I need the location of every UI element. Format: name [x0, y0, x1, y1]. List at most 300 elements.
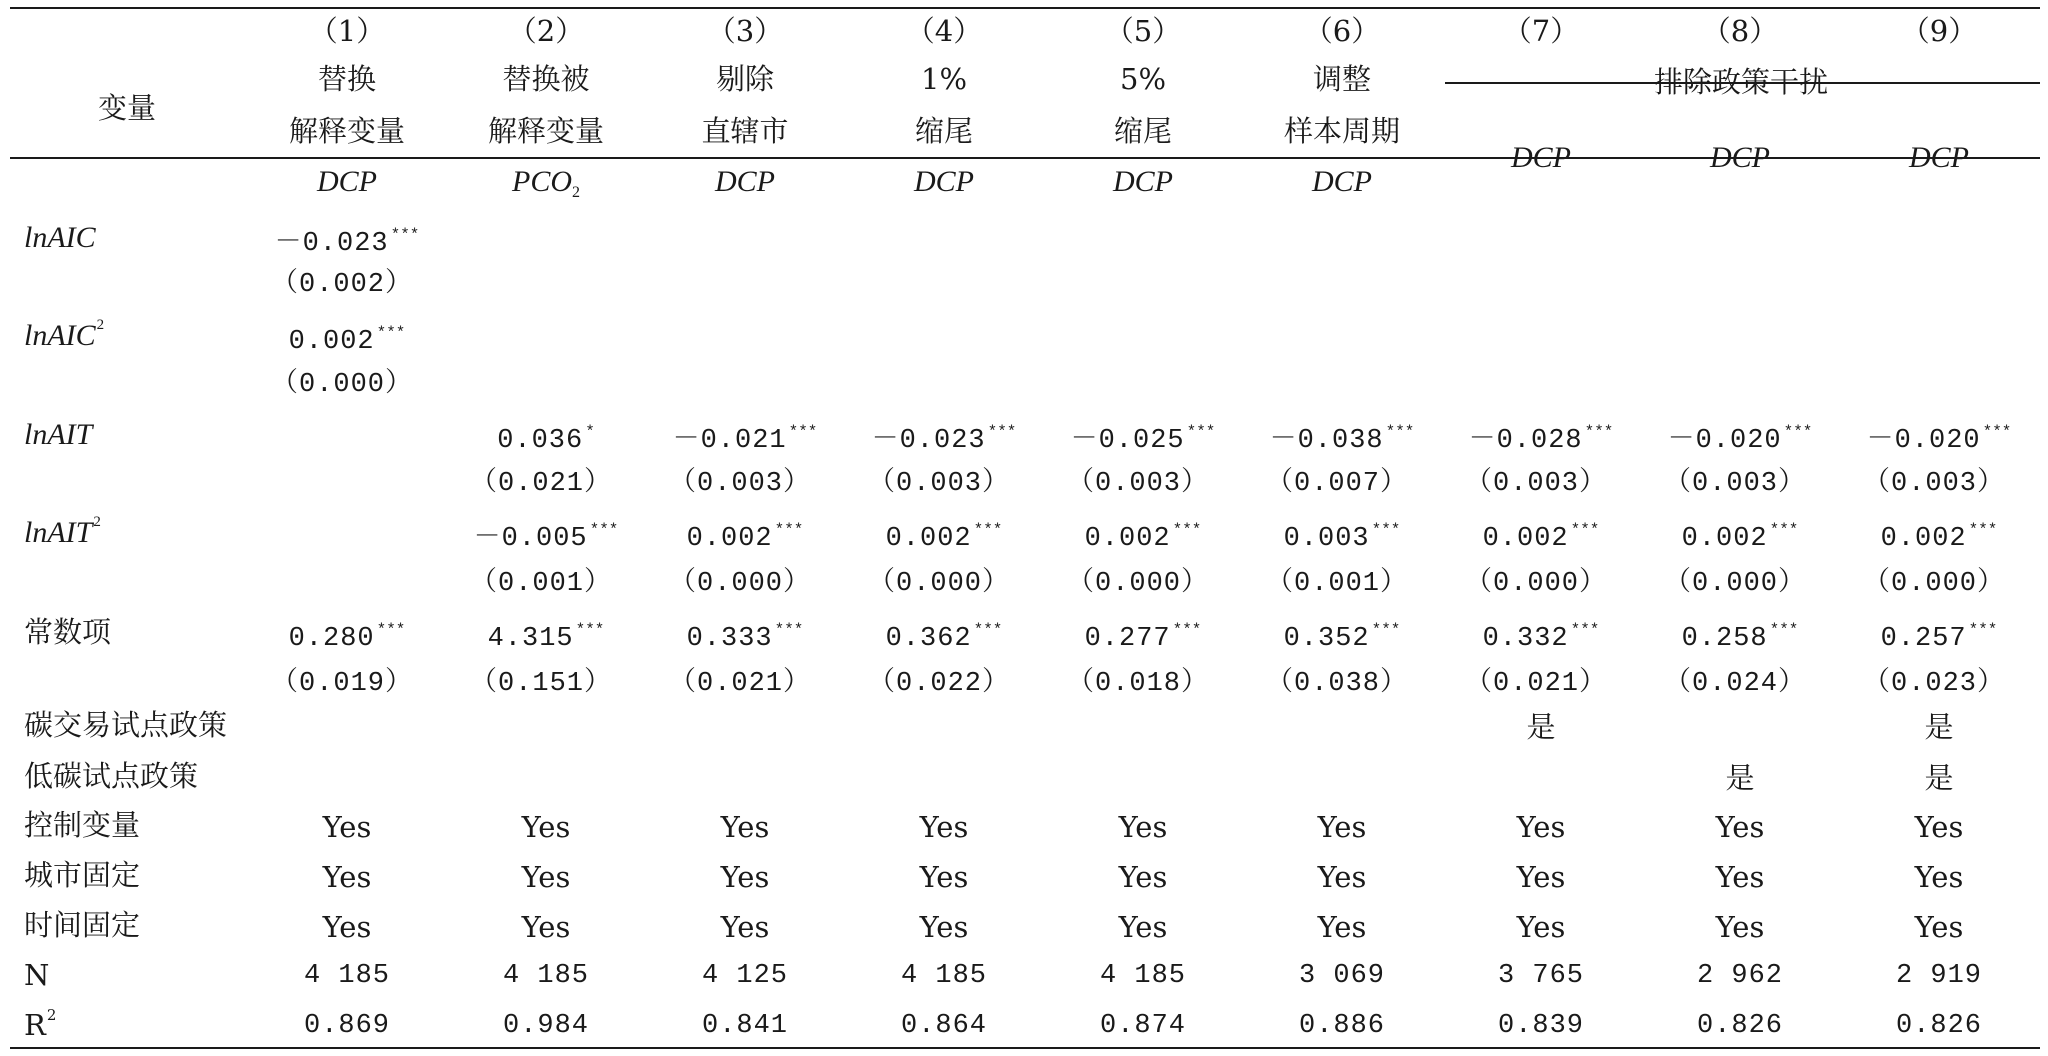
indicator-value-text: Yes [1118, 810, 1168, 844]
significance-stars: *** [376, 621, 406, 639]
indicator-value [521, 910, 571, 944]
indicator-value [1896, 963, 1982, 990]
indicator-value-text: Yes [322, 910, 372, 944]
bottom-rule [10, 1047, 2040, 1049]
coefficient [672, 423, 818, 456]
standard-error-value: （0.001） [469, 569, 613, 599]
coefficient-value: －0.025 [1070, 426, 1185, 456]
indicator-value [1317, 810, 1367, 844]
column-number-text: （2） [507, 14, 585, 48]
coefficient [885, 521, 1003, 554]
column-number [308, 14, 386, 48]
indicator-value [1697, 963, 1783, 990]
indicator-value [720, 860, 770, 894]
significance-stars: *** [774, 621, 804, 639]
indicator-value [1100, 1013, 1186, 1040]
standard-error-value: （0.000） [1862, 569, 2006, 599]
indicator-value [919, 860, 969, 894]
dependent-variable [914, 167, 974, 197]
column-header-line1-text: 剔除 [715, 62, 775, 96]
coefficient [1283, 621, 1401, 654]
significance-stars: *** [1570, 521, 1600, 539]
indicator-value-text: Yes [720, 810, 770, 844]
coefficient-value: 0.002 [885, 524, 972, 554]
indicator-value [1516, 910, 1566, 944]
significance-stars: *** [376, 324, 406, 342]
standard-error [1067, 571, 1209, 598]
dependent-variable [1909, 143, 1969, 173]
standard-error-value: （0.018） [1066, 669, 1210, 699]
column-header-line1 [1312, 62, 1372, 96]
column-number [507, 14, 585, 48]
indicator-value-text: 0.826 [1895, 1011, 1983, 1041]
coefficient [497, 423, 595, 456]
standard-error-value: （0.024） [1663, 669, 1807, 699]
column-number-text: （4） [905, 14, 983, 48]
standard-error-value: （0.000） [1663, 569, 1807, 599]
indicator-value [304, 1013, 390, 1040]
coefficient [1269, 423, 1415, 456]
coefficient-value: －0.020 [1667, 426, 1782, 456]
indicator-value-text: Yes [919, 860, 969, 894]
column-number-text: （9） [1900, 14, 1978, 48]
standard-error-value: （0.019） [270, 669, 414, 699]
dependent-variable-text: DCP [1511, 141, 1571, 174]
standard-error-value: （0.038） [1265, 669, 1409, 699]
standard-error [1266, 671, 1408, 698]
coefficient-value: －0.023 [871, 426, 986, 456]
standard-error [669, 471, 811, 498]
dependent-variable-text: DCP [317, 165, 377, 198]
indicator-value-text: Yes [1715, 910, 1765, 944]
indicator-value-text: 0.886 [1298, 1011, 1386, 1041]
column-header-line1 [317, 62, 377, 96]
row-label-superscript: 2 [93, 514, 101, 530]
coefficient [1283, 521, 1401, 554]
coefficient [1681, 621, 1799, 654]
dependent-variable [1710, 143, 1770, 173]
standard-error-value: （0.021） [668, 669, 812, 699]
standard-error [669, 671, 811, 698]
row-label-text: 常数项 [24, 615, 112, 649]
column-header-line2-text: 直辖市 [701, 114, 789, 148]
indicator-value [1118, 860, 1168, 894]
significance-stars: *** [390, 226, 420, 244]
column-number [905, 14, 983, 48]
indicator-value [702, 963, 788, 990]
column-header-line1 [920, 62, 968, 96]
significance-stars: * [585, 423, 595, 441]
standard-error-value: （0.000） [668, 569, 812, 599]
indicator-value [1118, 810, 1168, 844]
standard-error-value: （0.003） [1862, 469, 2006, 499]
coefficient [686, 621, 804, 654]
significance-stars: *** [774, 521, 804, 539]
dependent-variable-subscript: 2 [572, 184, 580, 201]
indicator-value-text: 3 765 [1497, 961, 1585, 991]
column-number-text: （5） [1104, 14, 1182, 48]
indicator-value [901, 963, 987, 990]
significance-stars: *** [1385, 423, 1415, 441]
column-number [1900, 14, 1978, 48]
indicator-row-label-text: 城市固定 [24, 858, 141, 892]
coefficient-value: －0.021 [672, 426, 787, 456]
dependent-variable-text: DCP [1909, 141, 1969, 174]
significance-stars: *** [1570, 621, 1600, 639]
corner-label: 变量 [98, 91, 157, 125]
column-number [1502, 14, 1580, 48]
significance-stars: *** [973, 621, 1003, 639]
significance-stars: *** [1968, 621, 1998, 639]
coefficient [686, 521, 804, 554]
indicator-row-label-text: 控制变量 [24, 808, 141, 842]
indicator-value-text: 2 919 [1895, 961, 1983, 991]
column-header-line2-text: 解释变量 [487, 114, 605, 148]
significance-stars: *** [987, 423, 1017, 441]
coefficient [274, 226, 420, 259]
indicator-row-label [24, 708, 228, 742]
indicator-value [1526, 710, 1556, 744]
indicator-value [1924, 761, 1954, 795]
dependent-variable [1312, 167, 1372, 197]
coefficient-value: 0.002 [1681, 524, 1768, 554]
indicator-value-text: 4 125 [701, 961, 789, 991]
standard-error [1664, 471, 1806, 498]
indicator-value-text: 是 [1725, 761, 1755, 795]
significance-stars: *** [1371, 621, 1401, 639]
column-header-line2 [1283, 114, 1401, 148]
column-number-text: （3） [706, 14, 784, 48]
indicator-value-text: Yes [720, 860, 770, 894]
indicator-value [1317, 910, 1367, 944]
indicator-value-text: 0.839 [1497, 1011, 1585, 1041]
coefficient [871, 423, 1017, 456]
significance-stars: *** [1172, 621, 1202, 639]
significance-stars: *** [589, 521, 619, 539]
standard-error [1465, 571, 1607, 598]
indicator-row-label [24, 1006, 57, 1042]
coefficient [885, 621, 1003, 654]
standard-error [271, 272, 413, 299]
indicator-value-text: Yes [919, 810, 969, 844]
dependent-variable [317, 167, 377, 197]
indicator-value [919, 810, 969, 844]
indicator-value-text: 0.984 [502, 1011, 590, 1041]
coefficient-value: 0.003 [1283, 524, 1370, 554]
indicator-value [919, 910, 969, 944]
coefficient-value: 0.002 [1482, 524, 1569, 554]
dependent-variable-text: DCP [914, 165, 974, 198]
indicator-value [304, 963, 390, 990]
indicator-value [1498, 963, 1584, 990]
coefficient [473, 521, 619, 554]
significance-stars: *** [1584, 423, 1614, 441]
indicator-value-text: 4 185 [1099, 961, 1187, 991]
indicator-value-text: 0.869 [303, 1011, 391, 1041]
significance-stars: *** [1769, 521, 1799, 539]
coefficient [1866, 423, 2012, 456]
standard-error-value: （0.001） [1265, 569, 1409, 599]
indicator-value [1914, 860, 1964, 894]
indicator-row-label-text: 时间固定 [24, 908, 141, 942]
indicator-row-label [24, 759, 199, 793]
standard-error-value: （0.000） [1066, 569, 1210, 599]
column-header-line1-text: 5% [1119, 62, 1167, 96]
indicator-value-text: Yes [1914, 910, 1964, 944]
coefficient [1482, 521, 1600, 554]
indicator-row-label [24, 808, 141, 842]
column-header-line1 [1119, 62, 1167, 96]
column-header-line2-text: 样本周期 [1283, 114, 1401, 148]
indicator-value [1914, 810, 1964, 844]
column-header-line1 [715, 62, 775, 96]
standard-error [470, 571, 612, 598]
standard-error [1067, 671, 1209, 698]
coefficient-value: 0.362 [885, 624, 972, 654]
column-number-text: （6） [1303, 14, 1381, 48]
indicator-row-label-text: N [24, 958, 50, 992]
indicator-value [1896, 1013, 1982, 1040]
significance-stars: *** [1968, 521, 1998, 539]
indicator-value-text: Yes [720, 910, 770, 944]
indicator-value-text: Yes [1118, 860, 1168, 894]
indicator-row-label [24, 958, 50, 992]
coefficient-value: 0.036 [497, 426, 584, 456]
coefficient-value: 0.002 [686, 524, 773, 554]
column-number-text: （8） [1701, 14, 1779, 48]
coefficient-value: 0.332 [1482, 624, 1569, 654]
significance-stars: *** [1172, 521, 1202, 539]
standard-error [1067, 471, 1209, 498]
indicator-row-label [24, 908, 141, 942]
standard-error [1465, 471, 1607, 498]
indicator-value-text: Yes [521, 860, 571, 894]
coefficient-value: －0.038 [1269, 426, 1384, 456]
dependent-variable-text: DCP [715, 165, 775, 198]
coefficient-value: 0.002 [1880, 524, 1967, 554]
column-header-line1 [502, 62, 590, 96]
indicator-value [1317, 860, 1367, 894]
indicator-value-text: Yes [521, 910, 571, 944]
column-header-line1-text: 替换被 [502, 62, 590, 96]
coefficient [1482, 621, 1600, 654]
standard-error [271, 671, 413, 698]
significance-stars: *** [1186, 423, 1216, 441]
column-header-line2-text: 解释变量 [288, 114, 406, 148]
dependent-variable [1113, 167, 1173, 197]
column-header-line2 [1113, 114, 1173, 148]
standard-error [271, 372, 413, 399]
row-label-text: lnAIT [24, 516, 93, 549]
standard-error-value: （0.021） [1464, 669, 1608, 699]
coefficient-value: 0.002 [288, 327, 375, 357]
column-number [1104, 14, 1182, 48]
indicator-value [1715, 910, 1765, 944]
coefficient-value: 0.002 [1084, 524, 1171, 554]
indicator-value-text: Yes [1516, 860, 1566, 894]
dependent-variable-text: DCP [1113, 165, 1173, 198]
column-header-line1-text: 1% [920, 62, 968, 96]
standard-error-value: （0.002） [270, 270, 414, 300]
indicator-value [1498, 1013, 1584, 1040]
indicator-value [1715, 860, 1765, 894]
standard-error-value: （0.151） [469, 669, 613, 699]
indicator-value [1516, 810, 1566, 844]
indicator-value-text: 3 069 [1298, 961, 1386, 991]
indicator-value-text: Yes [1118, 910, 1168, 944]
column-header-line2 [701, 114, 789, 148]
indicator-value-text: 4 185 [303, 961, 391, 991]
coefficient [288, 324, 406, 357]
coefficient-value: 0.258 [1681, 624, 1768, 654]
indicator-value-text: Yes [1914, 860, 1964, 894]
indicator-value-text: Yes [521, 810, 571, 844]
row-label-text: lnAIC [24, 221, 96, 254]
indicator-value [521, 810, 571, 844]
standard-error-value: （0.021） [469, 469, 613, 499]
indicator-value-text: 0.841 [701, 1011, 789, 1041]
indicator-value [720, 810, 770, 844]
row-label-text: lnAIT [24, 418, 93, 451]
standard-error-value: （0.022） [867, 669, 1011, 699]
coefficient-value: 0.277 [1084, 624, 1171, 654]
indicator-value-text: Yes [322, 860, 372, 894]
indicator-value-text: 0.864 [900, 1011, 988, 1041]
indicator-value-text: 4 185 [900, 961, 988, 991]
standard-error-value: （0.000） [1464, 569, 1608, 599]
row-label [24, 615, 112, 649]
coefficient [1468, 423, 1614, 456]
indicator-value [702, 1013, 788, 1040]
indicator-value-text: Yes [1914, 810, 1964, 844]
significance-stars: *** [788, 423, 818, 441]
indicator-value-text: Yes [322, 810, 372, 844]
indicator-row-label-text: R [24, 1008, 46, 1042]
standard-error [669, 571, 811, 598]
indicator-value [1100, 963, 1186, 990]
indicator-value [322, 910, 372, 944]
standard-error [1863, 471, 2005, 498]
column-number-text: （1） [308, 14, 386, 48]
dependent-variable [1511, 143, 1571, 173]
coefficient [1667, 423, 1813, 456]
indicator-value [1924, 710, 1954, 744]
significance-stars: *** [1783, 423, 1813, 441]
standard-error [470, 471, 612, 498]
indicator-value-text: 2 962 [1696, 961, 1784, 991]
standard-error [1266, 571, 1408, 598]
standard-error-value: （0.003） [1663, 469, 1807, 499]
row-label [24, 317, 105, 352]
indicator-value [1715, 810, 1765, 844]
significance-stars: *** [575, 621, 605, 639]
indicator-row-label-text: 碳交易试点政策 [24, 708, 228, 742]
standard-error-value: （0.023） [1862, 669, 2006, 699]
standard-error [470, 671, 612, 698]
coefficient [1084, 621, 1202, 654]
significance-stars: *** [1371, 521, 1401, 539]
indicator-value [1516, 860, 1566, 894]
dependent-variable [715, 167, 775, 197]
standard-error [1664, 571, 1806, 598]
coefficient [1681, 521, 1799, 554]
indicator-value [1299, 1013, 1385, 1040]
coefficient [1880, 621, 1998, 654]
row-label [24, 514, 101, 549]
column-header-line2 [288, 114, 406, 148]
indicator-value-text: Yes [1317, 860, 1367, 894]
column-header-line1-text: 替换 [317, 62, 377, 96]
coefficient-value: 0.280 [288, 624, 375, 654]
column-header-line1-text: 调整 [1312, 62, 1372, 96]
coefficient-value: －0.005 [473, 524, 588, 554]
indicator-value [1299, 963, 1385, 990]
coefficient-value: 0.333 [686, 624, 773, 654]
indicator-value-text: Yes [1516, 910, 1566, 944]
indicator-value-text: Yes [919, 910, 969, 944]
group-header: 排除政策干扰 [1653, 65, 1829, 99]
indicator-value-text: 是 [1924, 761, 1954, 795]
standard-error-value: （0.000） [867, 569, 1011, 599]
column-header-line2-text: 缩尾 [1113, 114, 1173, 148]
standard-error-value: （0.003） [668, 469, 812, 499]
indicator-value [1118, 910, 1168, 944]
indicator-value-text: Yes [1715, 810, 1765, 844]
standard-error [868, 471, 1010, 498]
coefficient [1880, 521, 1998, 554]
indicator-value [720, 910, 770, 944]
significance-stars: *** [973, 521, 1003, 539]
indicator-row-label-text: 低碳试点政策 [24, 759, 199, 793]
indicator-value-text: 0.874 [1099, 1011, 1187, 1041]
coefficient-value: 0.352 [1283, 624, 1370, 654]
indicator-value-text: Yes [1715, 860, 1765, 894]
column-number [1303, 14, 1381, 48]
coefficient-value: －0.023 [274, 229, 389, 259]
standard-error [1863, 671, 2005, 698]
indicator-value [322, 810, 372, 844]
indicator-value [1725, 761, 1755, 795]
indicator-value-text: 是 [1924, 710, 1954, 744]
column-number [1701, 14, 1779, 48]
standard-error [868, 671, 1010, 698]
column-number-text: （7） [1502, 14, 1580, 48]
coefficient-value: －0.020 [1866, 426, 1981, 456]
indicator-value-text: 0.826 [1696, 1011, 1784, 1041]
indicator-value-text: 是 [1526, 710, 1556, 744]
dependent-variable [512, 165, 580, 201]
standard-error [1465, 671, 1607, 698]
dependent-variable-text: PCO [512, 165, 572, 198]
standard-error-value: （0.007） [1265, 469, 1409, 499]
column-header-line2 [914, 114, 974, 148]
indicator-value [503, 1013, 589, 1040]
indicator-row-label [24, 858, 141, 892]
standard-error [1664, 671, 1806, 698]
coefficient [288, 621, 406, 654]
standard-error-value: （0.000） [270, 370, 414, 400]
indicator-value-text: Yes [1516, 810, 1566, 844]
coefficient-value: 0.257 [1880, 624, 1967, 654]
column-number [706, 14, 784, 48]
indicator-value [503, 963, 589, 990]
indicator-value [322, 860, 372, 894]
coefficient-value: 4.315 [487, 624, 574, 654]
coefficient [1070, 423, 1216, 456]
column-header-line2 [487, 114, 605, 148]
coefficient-value: －0.028 [1468, 426, 1583, 456]
standard-error-value: （0.003） [1464, 469, 1608, 499]
